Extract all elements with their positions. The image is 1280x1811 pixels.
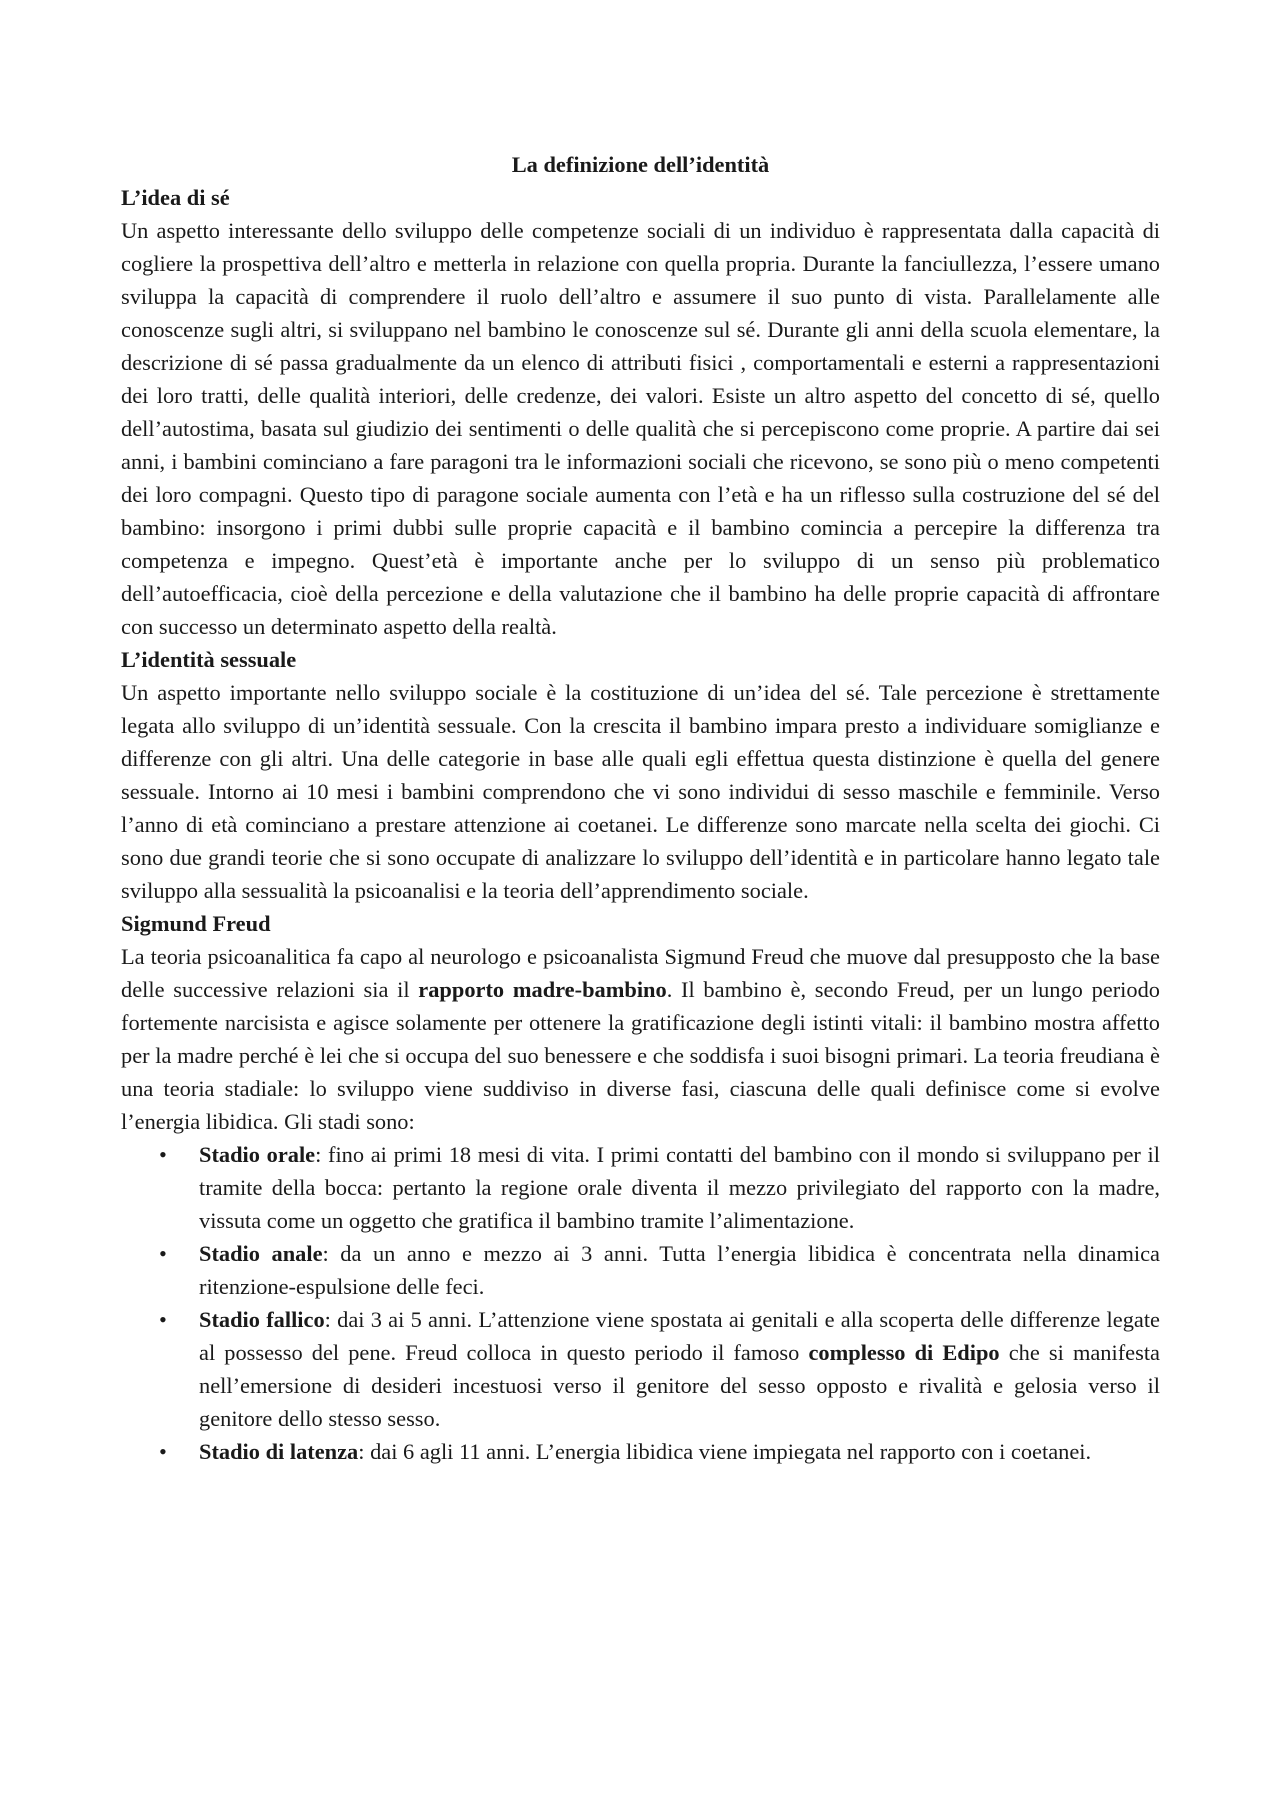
stage-term: Stadio fallico	[199, 1307, 325, 1332]
list-item-stadio-anale	[121, 1237, 1160, 1303]
section-sigmund-freud	[121, 907, 1160, 1468]
section-heading: L’idea di sé	[121, 185, 230, 210]
section-heading: L’identità sessuale	[121, 647, 297, 672]
paragraph-text: . Il bambino è, secondo Freud, per un lungo periodo fortemente narcisista e agisce solamente per ottenere la gratificazione degli istinti vitali: il bambino mostra affetto per la madre perché è lei che si occupa del suo benessere e che soddisfa i suoi bisogni primari. La teoria freudiana è una teoria stadiale: lo sviluppo viene suddiviso in diverse fasi, ciascuna delle quali definisce come si evolve l’energia libidica. Gli stadi sono:	[121, 977, 1160, 1134]
section-paragraph: Un aspetto importante nello sviluppo sociale è la costituzione di un’idea del sé. Tale percezione è strettamente legata allo sviluppo di un’identità sessuale. Con la crescita il bambino impara presto a individuare somiglianze e differenze con gli altri. Una delle categorie in base alle quali egli effettua questa distinzione è quella del genere sessuale. Intorno ai 10 mesi i bambini comprendono che vi sono individui di sesso maschile e femminile. Verso l’anno di età cominciano a prestare attenzione ai coetanei. Le differenze sono marcate nella scelta dei giochi. Ci sono due grandi teorie che si sono occupate di analizzare lo sviluppo dell’identità e in particolare hanno legato tale sviluppo alla sessualità la psicoanalisi e la teoria dell’apprendimento sociale.	[121, 680, 1160, 903]
document-title: La definizione dell’identità	[511, 152, 770, 177]
bold-phrase: complesso di Edipo	[808, 1340, 1000, 1365]
stage-text: : dai 6 agli 11 anni. L’energia libidica viene impiegata nel rapporto con i coetanei.	[358, 1439, 1092, 1464]
bullet-icon: •	[159, 1307, 167, 1332]
section-idea-di-se	[121, 181, 1160, 643]
section-paragraph: Un aspetto interessante dello sviluppo delle competenze sociali di un individuo è rappresentata dalla capacità di cogliere la prospettiva dell’altro e metterla in relazione con quella propria. Durante la fanciullezza, l’essere umano sviluppa la capacità di comprendere il ruolo dell’altro e assumere il suo punto di vista. Parallelamente alle conoscenze sugli altri, si sviluppano nel bambino le conoscenze sul sé. Durante gli anni della scuola elementare, la descrizione di sé passa gradualmente da un elenco di attributi fisici , comportamentali e esterni a rappresentazioni dei loro tratti, delle qualità interiori, delle credenze, dei valori. Esiste un altro aspetto del concetto di sé, quello dell’autostima, basata sul giudizio dei sentimenti o delle qualità che si percepiscono come proprie. A partire dai sei anni, i bambini cominciano a fare paragoni tra le informazioni sociali che ricevono, se sono più o meno competenti dei loro compagni. Questo tipo di paragone sociale aumenta con l’età e ha un riflesso sulla costruzione del sé del bambino: insorgono i primi dubbi sulle proprie capacità e il bambino comincia a percepire la differenza tra competenza e impegno. Quest’età è importante anche per lo sviluppo di un senso più problematico dell’autoefficacia, cioè della percezione e della valutazione che il bambino ha delle proprie capacità di affrontare con successo un determinato aspetto della realtà.	[121, 218, 1160, 639]
bullet-icon: •	[159, 1142, 167, 1167]
document-page	[121, 148, 1160, 1468]
section-identita-sessuale	[121, 643, 1160, 907]
section-heading: Sigmund Freud	[121, 911, 271, 936]
list-item-stadio-fallico	[121, 1303, 1160, 1435]
bold-phrase: rapporto madre-bambino	[418, 977, 667, 1002]
stage-term: Stadio orale	[199, 1142, 316, 1167]
stages-list	[121, 1138, 1160, 1468]
stage-text: che si manifesta nell’emersione di desideri incestuosi verso il genitore del sesso opposto e rivalità e gelosia verso il genitore dello stesso sesso.	[199, 1340, 1160, 1431]
bullet-icon: •	[159, 1241, 167, 1266]
stage-text: : fino ai primi 18 mesi di vita. I primi contatti del bambino con il mondo si sviluppano per il tramite della bocca: pertanto la regione orale diventa il mezzo privilegiato del rapporto con la madre, vissuta come un oggetto che gratifica il bambino tramite l’alimentazione.	[199, 1142, 1160, 1233]
section-paragraph	[121, 940, 1160, 1138]
list-item-stadio-di-latenza	[121, 1435, 1160, 1468]
stage-term: Stadio di latenza	[199, 1439, 359, 1464]
stage-text: : dai 3 ai 5 anni. L’attenzione viene spostata ai genitali e alla scoperta delle differenze legate al possesso del pene. Freud colloca in questo periodo il famoso	[199, 1307, 1160, 1365]
bullet-icon: •	[159, 1439, 167, 1464]
paragraph-text: La teoria psicoanalitica fa capo al neurologo e psicoanalista Sigmund Freud che muove dal presupposto che la base delle successive relazioni sia il	[121, 944, 1160, 1002]
stage-term: Stadio anale	[199, 1241, 323, 1266]
list-item-stadio-orale	[121, 1138, 1160, 1237]
stage-text: : da un anno e mezzo ai 3 anni. Tutta l’energia libidica è concentrata nella dinamica ritenzione-espulsione delle feci.	[199, 1241, 1160, 1299]
